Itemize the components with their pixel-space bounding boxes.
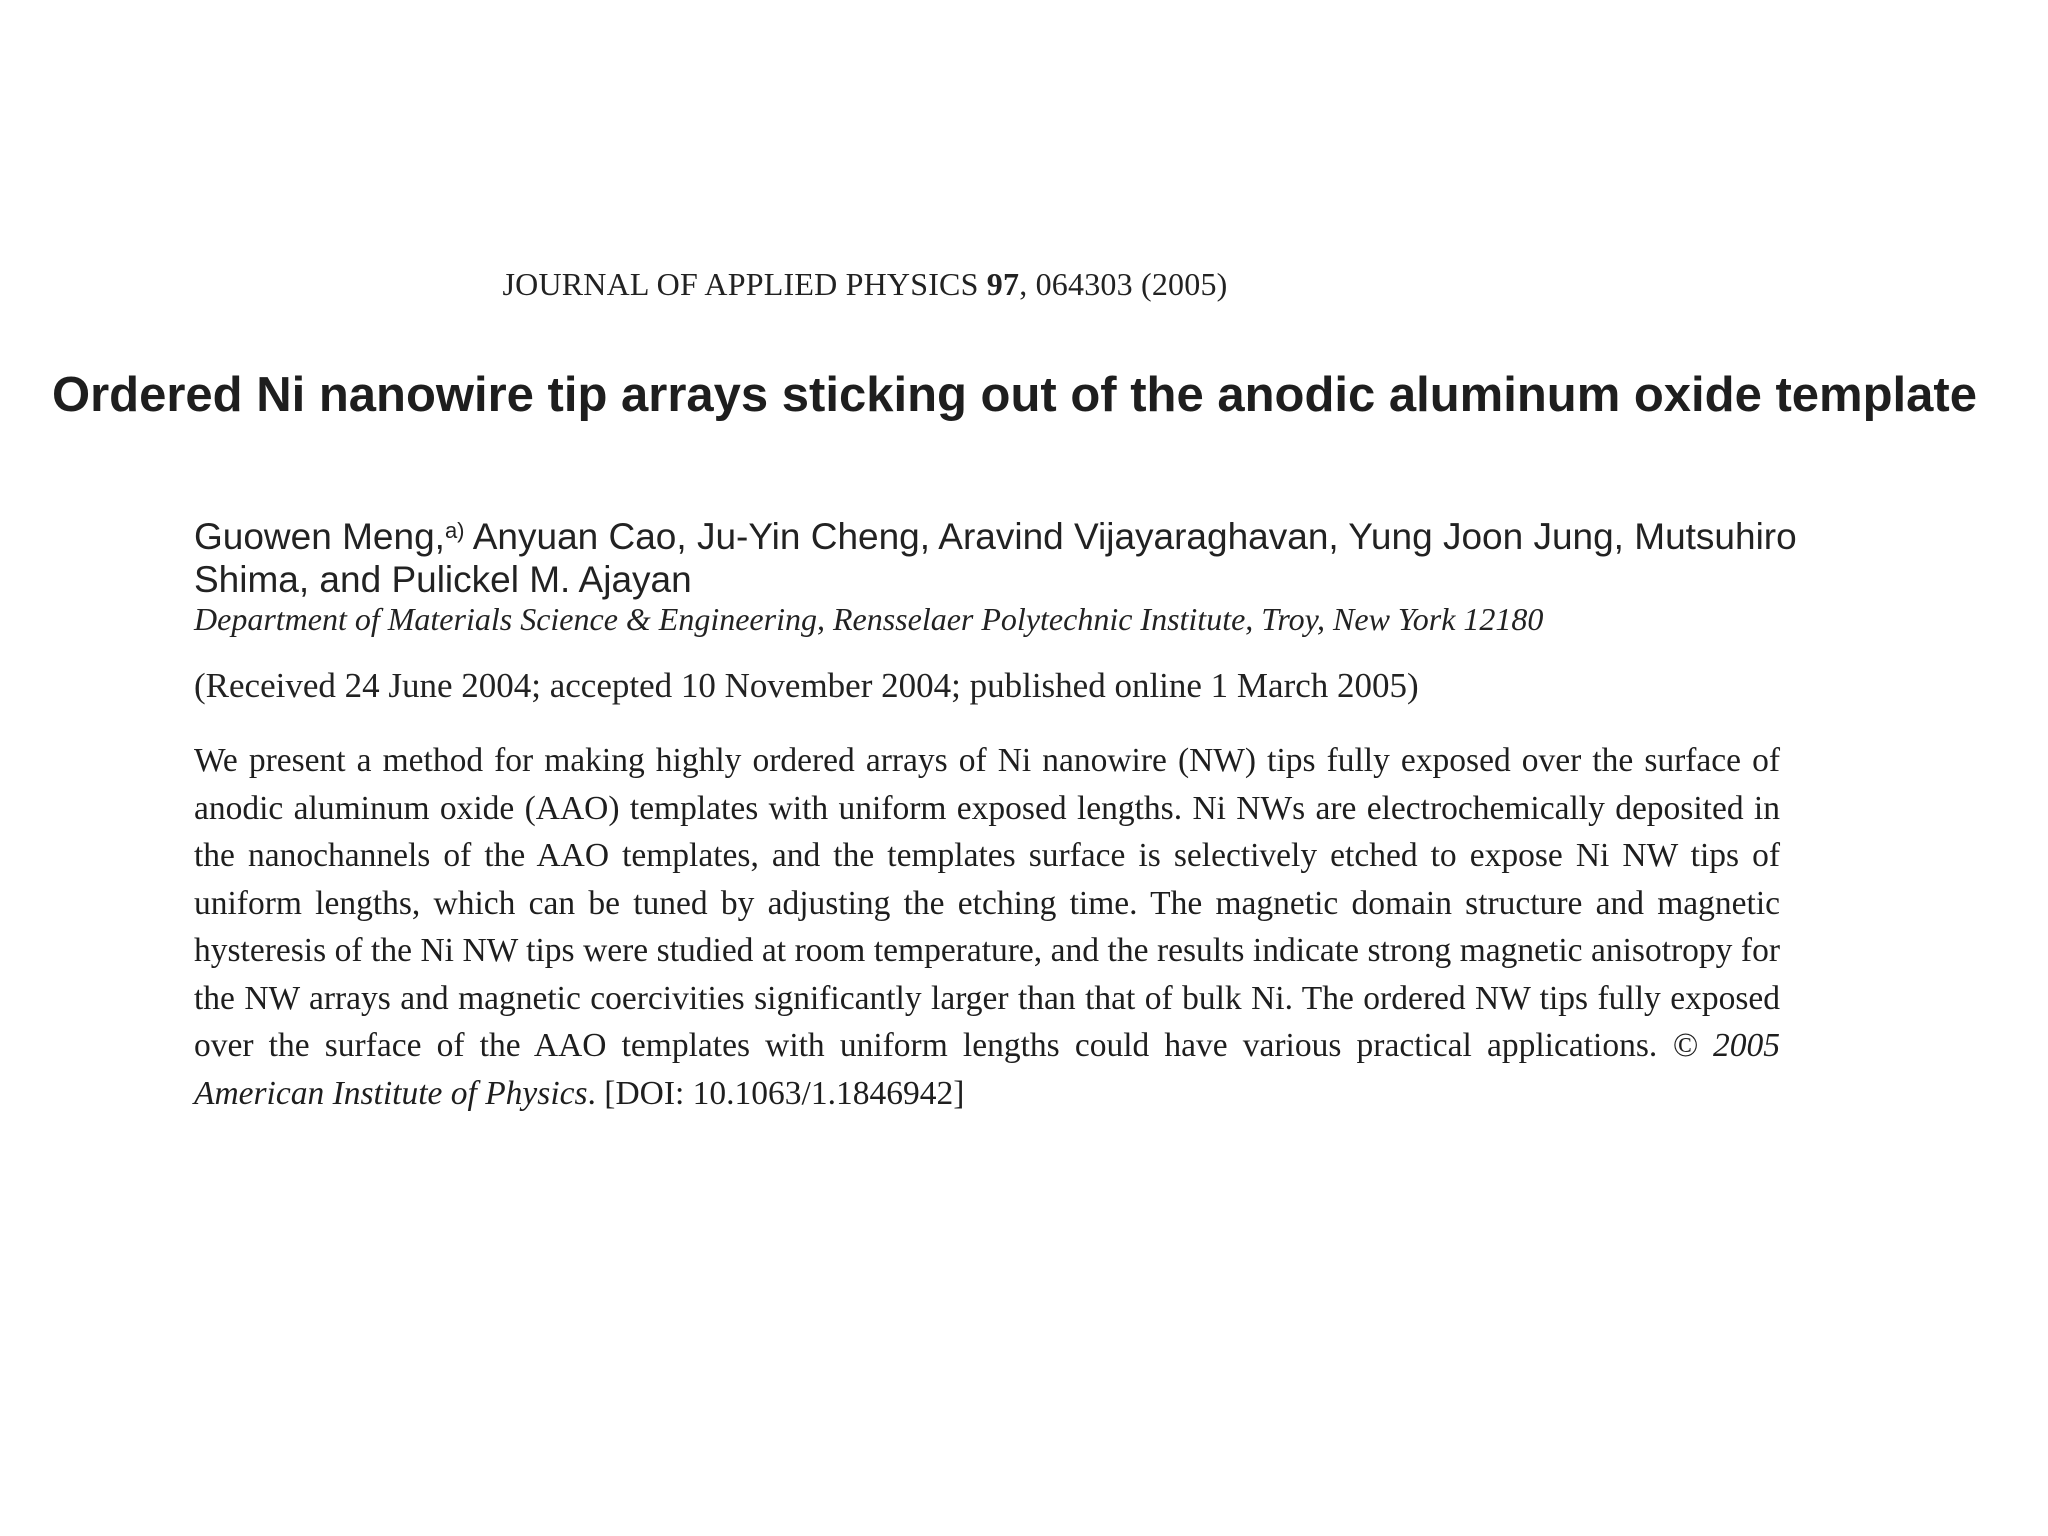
first-author: Guowen Meng, (194, 516, 445, 557)
journal-header (0, 266, 1730, 303)
author-affiliation: Department of Materials Science & Engineering, Rensselaer Polytechnic Institute, Troy, New York 12180 (194, 601, 1544, 637)
abstract-text: We present a method for making highly ordered arrays of Ni nanowire (NW) tips fully exposed over the surface of anodic aluminum oxide (AAO) templates with uniform exposed lengths. Ni NWs are electrochemically deposited in the nanochannels of the AAO templates, and the templates surface is selectively etched to expose Ni NW tips of uniform lengths, which can be tuned by adjusting the etching time. The magnetic domain structure and magnetic hysteresis of the Ni NW tips were studied at room temperature, and the results indicate strong magnetic anisotropy for the NW arrays and magnetic coercivities significantly larger than that of bulk Ni. The ordered NW tips fully exposed over the surface of the AAO templates with uniform lengths could have various practical applications. (194, 742, 1780, 1064)
copyright-notice: © 2005 American Institute of Physics (194, 1027, 1781, 1112)
received-dates: (Received 24 June 2004; accepted 10 November 2004; published online 1 March 2005) (194, 666, 1419, 705)
journal-volume: 97 (986, 266, 1020, 302)
author-list (194, 515, 1814, 601)
journal-name: JOURNAL OF APPLIED PHYSICS (502, 266, 979, 302)
doi: . [DOI: 10.1063/1.1846942] (587, 1074, 965, 1112)
article-number-year: , 064303 (2005) (1019, 266, 1228, 302)
article-title: Ordered Ni nanowire tip arrays sticking out of the anodic aluminum oxide template (52, 368, 1977, 422)
other-authors: Anyuan Cao, Ju-Yin Cheng, Aravind Vijayaraghavan, Yung Joon Jung, Mutsuhiro Shima, and Pulickel M. Ajayan (194, 516, 1797, 600)
author-footnote-mark: a) (444, 518, 465, 543)
abstract (194, 737, 1780, 1117)
